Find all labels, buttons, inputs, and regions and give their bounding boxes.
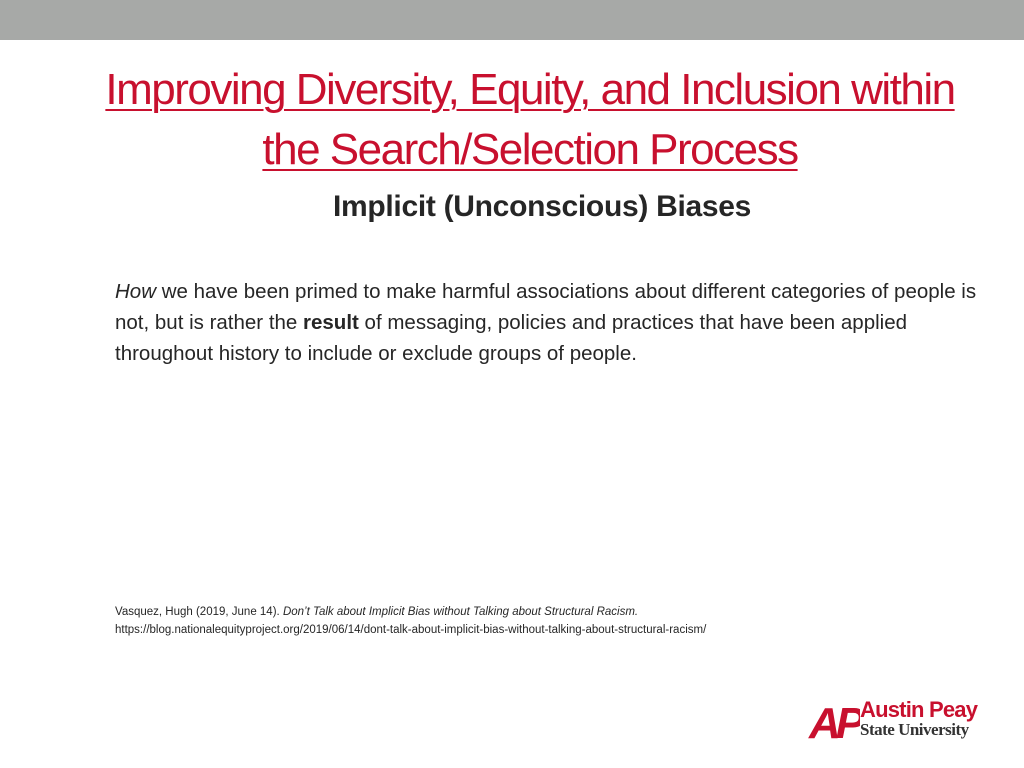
logo-line-2: State University: [860, 720, 969, 739]
slide-title: [40, 60, 1020, 180]
citation-url[interactable]: https://blog.nationalequityproject.org/2019/06/14/dont-talk-about-implicit-bias-without-talking-about-structural-racism/: [115, 624, 707, 636]
body-bold-result: result: [303, 311, 359, 334]
title-line-1: Improving Diversity, Equity, and Inclusion within: [105, 65, 955, 114]
logo-line-1: Austin Peay: [860, 697, 978, 722]
body-italic-how: How: [115, 280, 157, 303]
slide-subtitle: Implicit (Unconscious) Biases: [332, 190, 752, 223]
body-text-part-2: we have been primed to make harmful associations about different categories of people is not, but is rather the: [115, 280, 977, 334]
top-bar: [0, 0, 1024, 40]
title-line-2: the Search/Selection Process: [262, 125, 798, 174]
university-logo: [808, 698, 983, 744]
citation: [115, 603, 995, 639]
body-paragraph: [115, 276, 995, 369]
ap-logo-icon: [808, 698, 860, 742]
ap-logo-mark: AP: [809, 699, 860, 742]
citation-author-date: Vasquez, Hugh (2019, June 14).: [115, 606, 283, 618]
body-text-part-4: of messaging, policies and practices that have been applied throughout history to include or exclude groups of people.: [115, 311, 908, 365]
citation-article-title: Don’t Talk about Implicit Bias without Talking about Structural Racism.: [282, 606, 639, 618]
